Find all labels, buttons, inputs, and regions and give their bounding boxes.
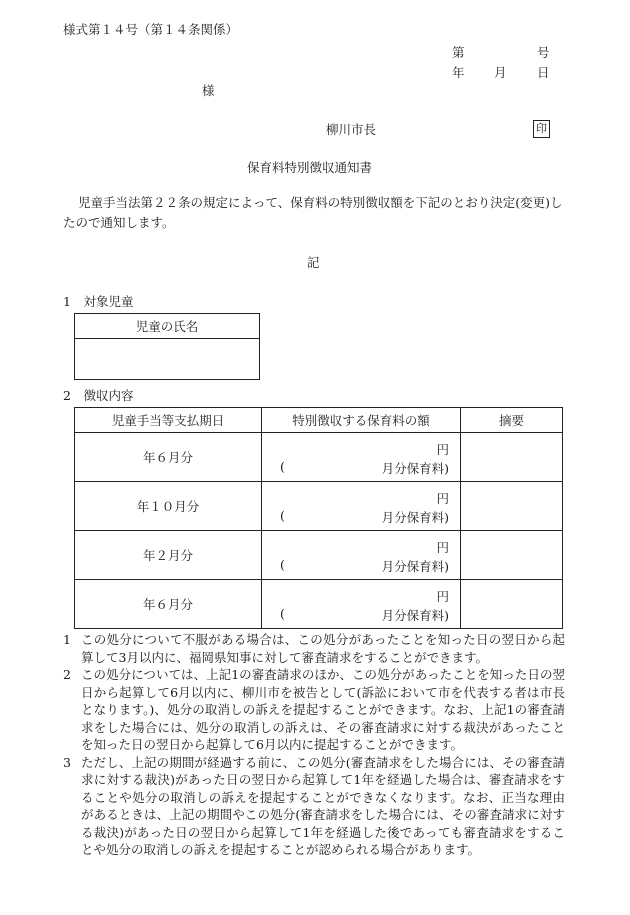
- month-paren-open: (: [280, 459, 285, 474]
- amount-cell: [262, 580, 461, 629]
- yen-label: 円: [436, 491, 449, 506]
- seal-stamp: 印: [533, 120, 550, 138]
- child-name-cell: [75, 339, 260, 380]
- yen-label: 円: [436, 442, 449, 457]
- remarks-cell: [461, 531, 563, 580]
- note-number: 3: [63, 754, 71, 770]
- section1-heading: 1 対象児童: [63, 294, 134, 309]
- note-item: [63, 754, 565, 859]
- table-row: [75, 482, 563, 531]
- note-text: この処分については、上記1の審査請求のほか、この処分があったことを知った日の翌日から起算して6月以内に、柳川市を被告として(訴訟において市を代表する者は市長となります。)、処分の取消しの訴えを提起することができます。なお、上記1の審査請求をした場合には、処分の取消しの訴えは、その審査請求に対する裁決があったことを知った日の翌日から起算して6月以内に提起することができます。: [81, 667, 565, 752]
- collection-table: [74, 407, 563, 629]
- month-fee-label: 月分保育料): [381, 608, 449, 623]
- month-paren-open: (: [280, 557, 285, 572]
- intro-paragraph: 児童手当法第２２条の規定によって、保育料の特別徴収額を下記のとおり決定(変更)したので通知します。: [63, 195, 563, 230]
- month-paren-open: (: [280, 606, 285, 621]
- table-row: [75, 433, 563, 482]
- child-name-header: 児童の氏名: [75, 314, 260, 339]
- month-fee-label: 月分保育料): [381, 510, 449, 525]
- ki-heading: 記: [307, 255, 320, 270]
- header-amount: 特別徴収する保育料の額: [262, 408, 461, 433]
- amount-cell: [262, 482, 461, 531]
- note-text: ただし、上記の期間が経過する前に、この処分(審査請求をした場合には、その審査請求に対する裁決)があった日の翌日から起算して1年を経過した場合は、審査請求をすることや処分の取消しの訴えを提起することができなくなります。なお、正当な理由があるときは、上記の期間やこの処分(審査請求をした場合には、その審査請求に対する裁決)があった日の翌日から起算して1年を経過した後であっても審査請求をすることや処分の取消しの訴えを提起することが認められる場合があります。: [81, 754, 565, 857]
- month-fee-label: 月分保育料): [381, 461, 449, 476]
- month-fee-label: 月分保育料): [381, 559, 449, 574]
- remarks-cell: [461, 580, 563, 629]
- remarks-cell: [461, 433, 563, 482]
- yen-label: 円: [436, 540, 449, 555]
- amount-cell: [262, 433, 461, 482]
- payment-date-cell: 年２月分: [75, 531, 262, 580]
- note-item: [63, 631, 565, 666]
- note-number: 1: [63, 632, 71, 647]
- issuer: 柳川市長: [326, 122, 377, 137]
- document-title: 保育料特別徴収通知書: [247, 160, 373, 175]
- note-number: 2: [63, 667, 71, 682]
- table-row: [75, 580, 563, 629]
- payment-date-cell: 年６月分: [75, 433, 262, 482]
- note-item: [63, 666, 565, 754]
- amount-cell: [262, 531, 461, 580]
- note-text: この処分について不服がある場合は、この処分があったことを知った日の翌日から起算して3月以内に、福岡県知事に対して審査請求をすることができます。: [81, 632, 565, 665]
- payment-date-cell: 年６月分: [75, 580, 262, 629]
- header-payment-date: 児童手当等支払期日: [75, 408, 262, 433]
- remarks-cell: [461, 482, 563, 531]
- month-paren-open: (: [280, 508, 285, 523]
- addressee-suffix: 様: [202, 83, 215, 98]
- payment-date-cell: 年１０月分: [75, 482, 262, 531]
- doc-number-go: 号: [537, 45, 550, 60]
- notes-list: [63, 631, 565, 859]
- date-month: 月: [494, 65, 507, 80]
- form-number: 様式第１４号（第１４条関係）: [63, 22, 239, 37]
- date-day: 日: [537, 65, 550, 80]
- section2-heading: 2 徴収内容: [63, 388, 134, 403]
- doc-number-dai: 第: [452, 45, 465, 60]
- table-row: [75, 531, 563, 580]
- child-name-table: [74, 313, 260, 380]
- header-remarks: 摘要: [461, 408, 563, 433]
- date-year: 年: [452, 65, 465, 80]
- yen-label: 円: [436, 589, 449, 604]
